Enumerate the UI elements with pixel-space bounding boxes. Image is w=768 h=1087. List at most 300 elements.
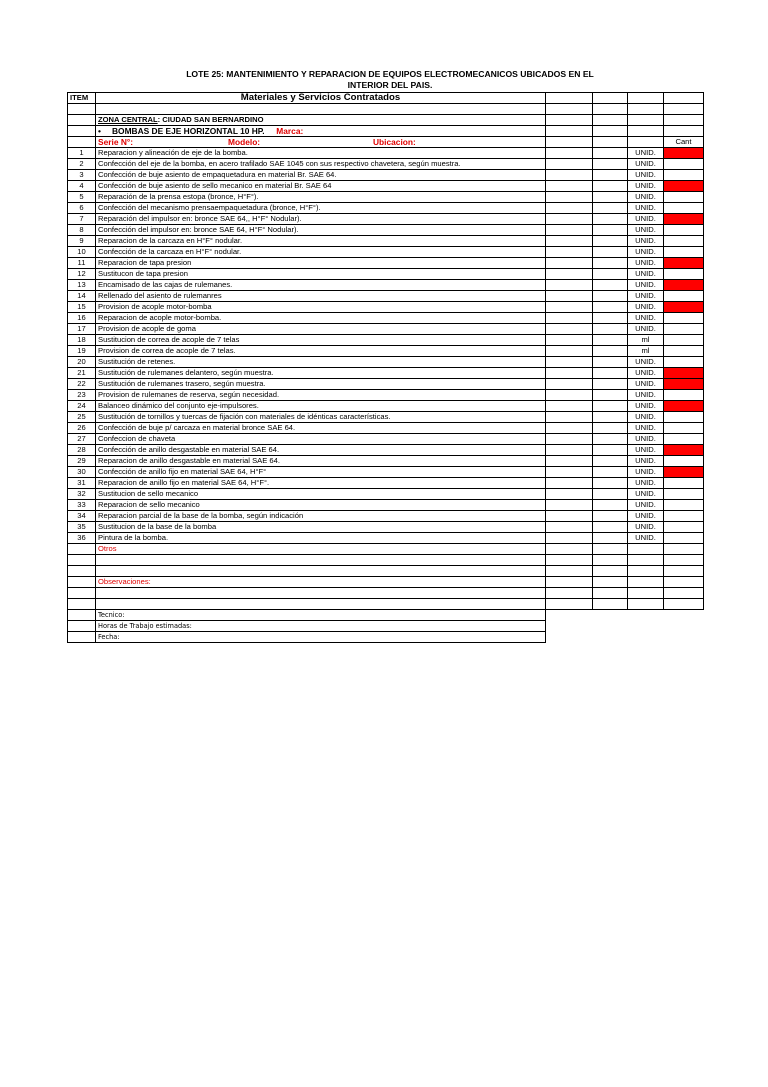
- item-quantity: [664, 357, 704, 368]
- bullet-icon: •: [98, 126, 101, 136]
- serial-row: [68, 137, 704, 148]
- zone-value: : CIUDAD SAN BERNARDINO: [157, 115, 264, 124]
- table-row: [68, 489, 704, 500]
- blank-cell: [593, 214, 628, 225]
- table-row: [68, 533, 704, 544]
- blank-cell: [593, 247, 628, 258]
- materials-header: Materiales y Servicios Contratados: [96, 93, 546, 104]
- item-number: 1: [68, 148, 96, 159]
- blank-row: [68, 555, 704, 566]
- blank-cell: [546, 181, 593, 192]
- item-description: Confección de la carcaza en H°F° nodular.: [96, 247, 546, 258]
- item-unit: UNID.: [628, 324, 664, 335]
- table-row: [68, 478, 704, 489]
- blank-cell: [593, 544, 628, 555]
- zone-row: [68, 115, 704, 126]
- item-unit: UNID.: [628, 313, 664, 324]
- blank-cell: [664, 93, 704, 104]
- blank-cell: [546, 500, 593, 511]
- blank-cell: [628, 566, 664, 577]
- item-quantity: [664, 412, 704, 423]
- blank-cell: [546, 93, 593, 104]
- blank-cell: [628, 544, 664, 555]
- item-unit: UNID.: [628, 258, 664, 269]
- item-unit: UNID.: [628, 379, 664, 390]
- blank-cell: [628, 577, 664, 588]
- table-row: [68, 445, 704, 456]
- blank-cell: [628, 588, 664, 599]
- blank-cell: [593, 93, 628, 104]
- item-number: 6: [68, 203, 96, 214]
- serial-label: Serie N°:: [98, 137, 134, 147]
- item-unit: UNID.: [628, 434, 664, 445]
- table-row: [68, 324, 704, 335]
- item-number: 36: [68, 533, 96, 544]
- blank-cell: [593, 379, 628, 390]
- blank-cell: [546, 269, 593, 280]
- item-quantity: 1: [664, 467, 704, 478]
- item-unit: ml: [628, 346, 664, 357]
- item-description: Provision de acople de goma: [96, 324, 546, 335]
- table-row: [68, 423, 704, 434]
- item-quantity: [664, 236, 704, 247]
- blank-row-cell: [96, 566, 546, 577]
- item-number: 2: [68, 159, 96, 170]
- item-quantity: 1: [664, 214, 704, 225]
- blank-cell: [546, 302, 593, 313]
- item-description: Sustitución de rulemanes delantero, según muestra.: [96, 368, 546, 379]
- blank-cell: [593, 434, 628, 445]
- item-number: 17: [68, 324, 96, 335]
- blank-cell: [546, 159, 593, 170]
- item-header: ITEM: [68, 93, 96, 104]
- item-quantity: [664, 489, 704, 500]
- blank-row: [68, 566, 704, 577]
- blank-cell: [546, 379, 593, 390]
- item-unit: UNID.: [628, 247, 664, 258]
- item-quantity: 1: [664, 258, 704, 269]
- item-quantity: [664, 247, 704, 258]
- hours-row-cell: Horas de Trabajo estimadas:: [96, 621, 546, 632]
- item-number: 18: [68, 335, 96, 346]
- item-number: 20: [68, 357, 96, 368]
- blank-cell: [546, 599, 593, 610]
- blank-cell: [593, 313, 628, 324]
- item-quantity: [664, 456, 704, 467]
- blank-cell: [68, 577, 96, 588]
- blank-cell: [593, 445, 628, 456]
- item-number: 8: [68, 225, 96, 236]
- item-number: 4: [68, 181, 96, 192]
- item-number: 35: [68, 522, 96, 533]
- item-description: Sustitucion de la base de la bomba: [96, 522, 546, 533]
- item-quantity: [664, 522, 704, 533]
- item-quantity: 1: [664, 368, 704, 379]
- observations-row: [68, 577, 704, 588]
- table-row: [68, 192, 704, 203]
- table-row: [68, 401, 704, 412]
- table-row: [68, 291, 704, 302]
- blank-cell: [546, 456, 593, 467]
- header-row: [68, 93, 704, 104]
- blank-cell: [546, 467, 593, 478]
- table-row: [68, 390, 704, 401]
- item-unit: UNID.: [628, 148, 664, 159]
- item-unit: UNID.: [628, 269, 664, 280]
- item-description: Sustitucon de tapa presion: [96, 269, 546, 280]
- item-description: Reparación de la prensa estopa (bronce, H°F°).: [96, 192, 546, 203]
- blank-cell: [546, 368, 593, 379]
- title-line-2: INTERIOR DEL PAIS.: [347, 80, 433, 90]
- title-line-1: LOTE 25: MANTENIMIENTO Y REPARACION DE EQUIPOS ELECTROMECANICOS UBICADOS EN EL: [186, 69, 594, 79]
- table-row: [68, 412, 704, 423]
- blank-cell: [664, 566, 704, 577]
- item-quantity: [664, 192, 704, 203]
- item-unit: UNID.: [628, 181, 664, 192]
- blank-cell: [546, 390, 593, 401]
- table-row: [68, 170, 704, 181]
- zone-label: ZONA CENTRAL: [98, 115, 158, 124]
- blank-cell: [593, 599, 628, 610]
- date-row: [68, 632, 704, 643]
- blank-cell: [664, 544, 704, 555]
- item-number: 15: [68, 302, 96, 313]
- item-unit: UNID.: [628, 478, 664, 489]
- item-number: 7: [68, 214, 96, 225]
- item-description: Reparacion de la carcaza en H°F° nodular.: [96, 236, 546, 247]
- table-row: [68, 357, 704, 368]
- item-unit: UNID.: [628, 225, 664, 236]
- blank-cell: [593, 401, 628, 412]
- table-row: [68, 214, 704, 225]
- table-row: [68, 511, 704, 522]
- item-unit: UNID.: [628, 170, 664, 181]
- blank-cell: [546, 566, 593, 577]
- item-quantity: [664, 511, 704, 522]
- blank-cell: [593, 390, 628, 401]
- item-quantity: [664, 335, 704, 346]
- item-number: 31: [68, 478, 96, 489]
- item-unit: UNID.: [628, 467, 664, 478]
- item-number: 25: [68, 412, 96, 423]
- item-number: 16: [68, 313, 96, 324]
- item-description: Confeccion de chaveta: [96, 434, 546, 445]
- blank-cell: [546, 445, 593, 456]
- item-number: 21: [68, 368, 96, 379]
- blank-cell: [628, 555, 664, 566]
- blank-cell: [593, 412, 628, 423]
- table-row: [68, 467, 704, 478]
- item-description: Confección de anillo desgastable en material SAE 64.: [96, 445, 546, 456]
- item-description: Rellenado del asiento de rulemanres: [96, 291, 546, 302]
- blank-cell: [664, 577, 704, 588]
- item-description: Confección del eje de la bomba, en acero trafilado SAE 1045 con sus respectivo chavetera, según muestra.: [96, 159, 546, 170]
- item-quantity: [664, 434, 704, 445]
- blank-cell: [68, 555, 96, 566]
- item-description: Sustitución de rulemanes trasero, según muestra.: [96, 379, 546, 390]
- table-row: [68, 258, 704, 269]
- item-description: Confección de anillo fijo en material SAE 64, H°F°: [96, 467, 546, 478]
- blank-cell: [628, 599, 664, 610]
- blank-cell: [68, 544, 96, 555]
- blank-cell: [593, 170, 628, 181]
- blank-cell: [68, 599, 96, 610]
- equipment-name: BOMBAS DE EJE HORIZONTAL 10 HP.: [112, 126, 265, 136]
- blank-cell: [546, 291, 593, 302]
- blank-cell: [546, 401, 593, 412]
- blank-cell: [593, 181, 628, 192]
- item-quantity: 2: [664, 280, 704, 291]
- item-unit: UNID.: [628, 236, 664, 247]
- blank-cell: [593, 588, 628, 599]
- blank-cell: [593, 368, 628, 379]
- item-unit: UNID.: [628, 445, 664, 456]
- table-row: [68, 181, 704, 192]
- item-quantity: [664, 478, 704, 489]
- item-number: 19: [68, 346, 96, 357]
- blank-cell: [546, 357, 593, 368]
- table-row: [68, 236, 704, 247]
- item-description: Provision de correa de acople de 7 telas.: [96, 346, 546, 357]
- item-number: 27: [68, 434, 96, 445]
- item-unit: UNID.: [628, 214, 664, 225]
- item-description: Sustitucion de correa de acople de 7 telas: [96, 335, 546, 346]
- item-description: Sustitución de retenes.: [96, 357, 546, 368]
- table-row: [68, 434, 704, 445]
- blank-cell: [664, 599, 704, 610]
- blank-cell: [546, 148, 593, 159]
- item-description: Provision de acople motor-bomba: [96, 302, 546, 313]
- item-description: Reparacion y alineación de eje de la bomba.: [96, 148, 546, 159]
- blank-cell: [593, 302, 628, 313]
- blank-cell: [546, 247, 593, 258]
- blank-cell: [546, 489, 593, 500]
- blank-cell: [546, 225, 593, 236]
- item-quantity: [664, 291, 704, 302]
- item-number: 34: [68, 511, 96, 522]
- item-unit: UNID.: [628, 280, 664, 291]
- blank-cell: [593, 555, 628, 566]
- item-unit: UNID.: [628, 500, 664, 511]
- item-description: Encamisado de las cajas de rulemanes.: [96, 280, 546, 291]
- table-row: [68, 335, 704, 346]
- blank-row: [68, 588, 704, 599]
- blank-cell: [546, 423, 593, 434]
- table-row: [68, 379, 704, 390]
- blank-cell: [593, 500, 628, 511]
- blank-cell: [593, 335, 628, 346]
- item-number: 33: [68, 500, 96, 511]
- blank-row-cell: [96, 555, 546, 566]
- blank-cell: [593, 159, 628, 170]
- item-description: Balanceo dinámico del conjunto eje-impulsores.: [96, 401, 546, 412]
- table-row: [68, 280, 704, 291]
- blank-cell: [68, 566, 96, 577]
- blank-cell: [593, 225, 628, 236]
- item-unit: UNID.: [628, 489, 664, 500]
- item-number: 32: [68, 489, 96, 500]
- table-row: [68, 522, 704, 533]
- blank-cell: [546, 192, 593, 203]
- blank-cell: [664, 588, 704, 599]
- blank-cell: [68, 632, 96, 643]
- table-row: [68, 269, 704, 280]
- others-row-cell: Otros: [96, 544, 546, 555]
- table-row: [68, 247, 704, 258]
- item-quantity: [664, 346, 704, 357]
- blank-cell: [68, 610, 96, 621]
- item-quantity: [664, 390, 704, 401]
- observations-row-cell: Observaciones:: [96, 577, 546, 588]
- blank-cell: [593, 577, 628, 588]
- blank-cell: [593, 357, 628, 368]
- item-description: Sustitucion de sello mecanico: [96, 489, 546, 500]
- item-number: 29: [68, 456, 96, 467]
- item-unit: UNID.: [628, 412, 664, 423]
- blank-cell: [664, 555, 704, 566]
- item-quantity: [664, 159, 704, 170]
- item-number: 3: [68, 170, 96, 181]
- item-unit: UNID.: [628, 522, 664, 533]
- qty-header: Cant: [664, 137, 704, 148]
- item-description: Reparacion de anillo fijo en material SAE 64, H°F°.: [96, 478, 546, 489]
- item-number: 10: [68, 247, 96, 258]
- technician-row-cell: Tecnico:: [96, 610, 546, 621]
- item-description: Confección de buje asiento de empaquetadura en material Br. SAE 64.: [96, 170, 546, 181]
- blank-cell: [546, 577, 593, 588]
- blank-row-cell: [96, 599, 546, 610]
- blank-cell: [593, 533, 628, 544]
- blank-cell: [628, 93, 664, 104]
- item-quantity: 1: [664, 148, 704, 159]
- blank-row: [68, 599, 704, 610]
- item-unit: UNID.: [628, 401, 664, 412]
- blank-cell: [593, 522, 628, 533]
- blank-cell: [546, 478, 593, 489]
- blank-cell: [593, 148, 628, 159]
- item-quantity: [664, 203, 704, 214]
- item-description: Confección de buje asiento de sello mecanico en material Br. SAE 64: [96, 181, 546, 192]
- item-number: 26: [68, 423, 96, 434]
- blank-cell: [546, 412, 593, 423]
- blank-cell: [593, 467, 628, 478]
- blank-cell: [68, 588, 96, 599]
- item-quantity: 1: [664, 379, 704, 390]
- blank-cell: [593, 456, 628, 467]
- item-unit: ml: [628, 335, 664, 346]
- item-unit: UNID.: [628, 511, 664, 522]
- item-description: Reparacion de tapa presion: [96, 258, 546, 269]
- blank-cell: [546, 555, 593, 566]
- item-description: Confección del mecanismo prensaempaquetadura (bronce, H°F°).: [96, 203, 546, 214]
- table-row: [68, 302, 704, 313]
- blank-cell: [546, 346, 593, 357]
- blank-cell: [546, 533, 593, 544]
- blank-cell: [546, 280, 593, 291]
- item-unit: UNID.: [628, 192, 664, 203]
- blank-cell: [593, 346, 628, 357]
- blank-cell: [593, 489, 628, 500]
- item-quantity: 1: [664, 181, 704, 192]
- item-quantity: [664, 324, 704, 335]
- item-number: 28: [68, 445, 96, 456]
- technician-row: [68, 610, 704, 621]
- item-description: Reparacion de acople motor-bomba.: [96, 313, 546, 324]
- blank-cell: [546, 170, 593, 181]
- blank-cell: [593, 566, 628, 577]
- blank-cell: [593, 203, 628, 214]
- blank-cell: [546, 258, 593, 269]
- blank-cell: [593, 269, 628, 280]
- blank-cell: [593, 291, 628, 302]
- item-number: 11: [68, 258, 96, 269]
- item-quantity: 1: [664, 401, 704, 412]
- item-description: Reparación del impulsor en: bronce SAE 64,, H°F° Nodular).: [96, 214, 546, 225]
- equipment-cell: [96, 126, 546, 137]
- item-unit: UNID.: [628, 423, 664, 434]
- item-unit: UNID.: [628, 390, 664, 401]
- item-number: 24: [68, 401, 96, 412]
- location-label: Ubicacion:: [373, 137, 416, 147]
- blank-cell: [546, 335, 593, 346]
- item-description: Reparacion de sello mecanico: [96, 500, 546, 511]
- date-row-cell: Fecha:: [96, 632, 546, 643]
- item-description: Confección del impulsor en: bronce SAE 64, H°F° Nodular).: [96, 225, 546, 236]
- table-row: [68, 225, 704, 236]
- blank-cell: [546, 324, 593, 335]
- blank-cell: [546, 236, 593, 247]
- item-unit: UNID.: [628, 533, 664, 544]
- item-description: Reparacion de anillo desgastable en material SAE 64.: [96, 456, 546, 467]
- table-row: [68, 500, 704, 511]
- blank-cell: [593, 511, 628, 522]
- blank-cell: [546, 544, 593, 555]
- model-label: Modelo:: [228, 137, 261, 147]
- table-row: [68, 346, 704, 357]
- zone-cell: [96, 115, 546, 126]
- blank-cell: [546, 511, 593, 522]
- item-number: 22: [68, 379, 96, 390]
- blank-cell: [546, 434, 593, 445]
- item-number: 30: [68, 467, 96, 478]
- item-unit: UNID.: [628, 302, 664, 313]
- table-row: [68, 368, 704, 379]
- item-quantity: [664, 269, 704, 280]
- blank-cell: [593, 192, 628, 203]
- item-number: 23: [68, 390, 96, 401]
- item-unit: UNID.: [628, 456, 664, 467]
- item-number: 13: [68, 280, 96, 291]
- item-description: Pintura de la bomba.: [96, 533, 546, 544]
- blank-cell: [546, 522, 593, 533]
- item-unit: UNID.: [628, 159, 664, 170]
- item-quantity: [664, 423, 704, 434]
- table-row: [68, 203, 704, 214]
- hours-row: [68, 621, 704, 632]
- blank-cell: [546, 203, 593, 214]
- item-quantity: 1: [664, 445, 704, 456]
- blank-cell: [546, 214, 593, 225]
- item-quantity: [664, 500, 704, 511]
- materials-table: [67, 92, 704, 643]
- item-quantity: [664, 225, 704, 236]
- table-row: [68, 456, 704, 467]
- blank-cell: [593, 423, 628, 434]
- blank-cell: [593, 478, 628, 489]
- item-unit: UNID.: [628, 368, 664, 379]
- item-quantity: 1: [664, 302, 704, 313]
- blank-cell: [593, 280, 628, 291]
